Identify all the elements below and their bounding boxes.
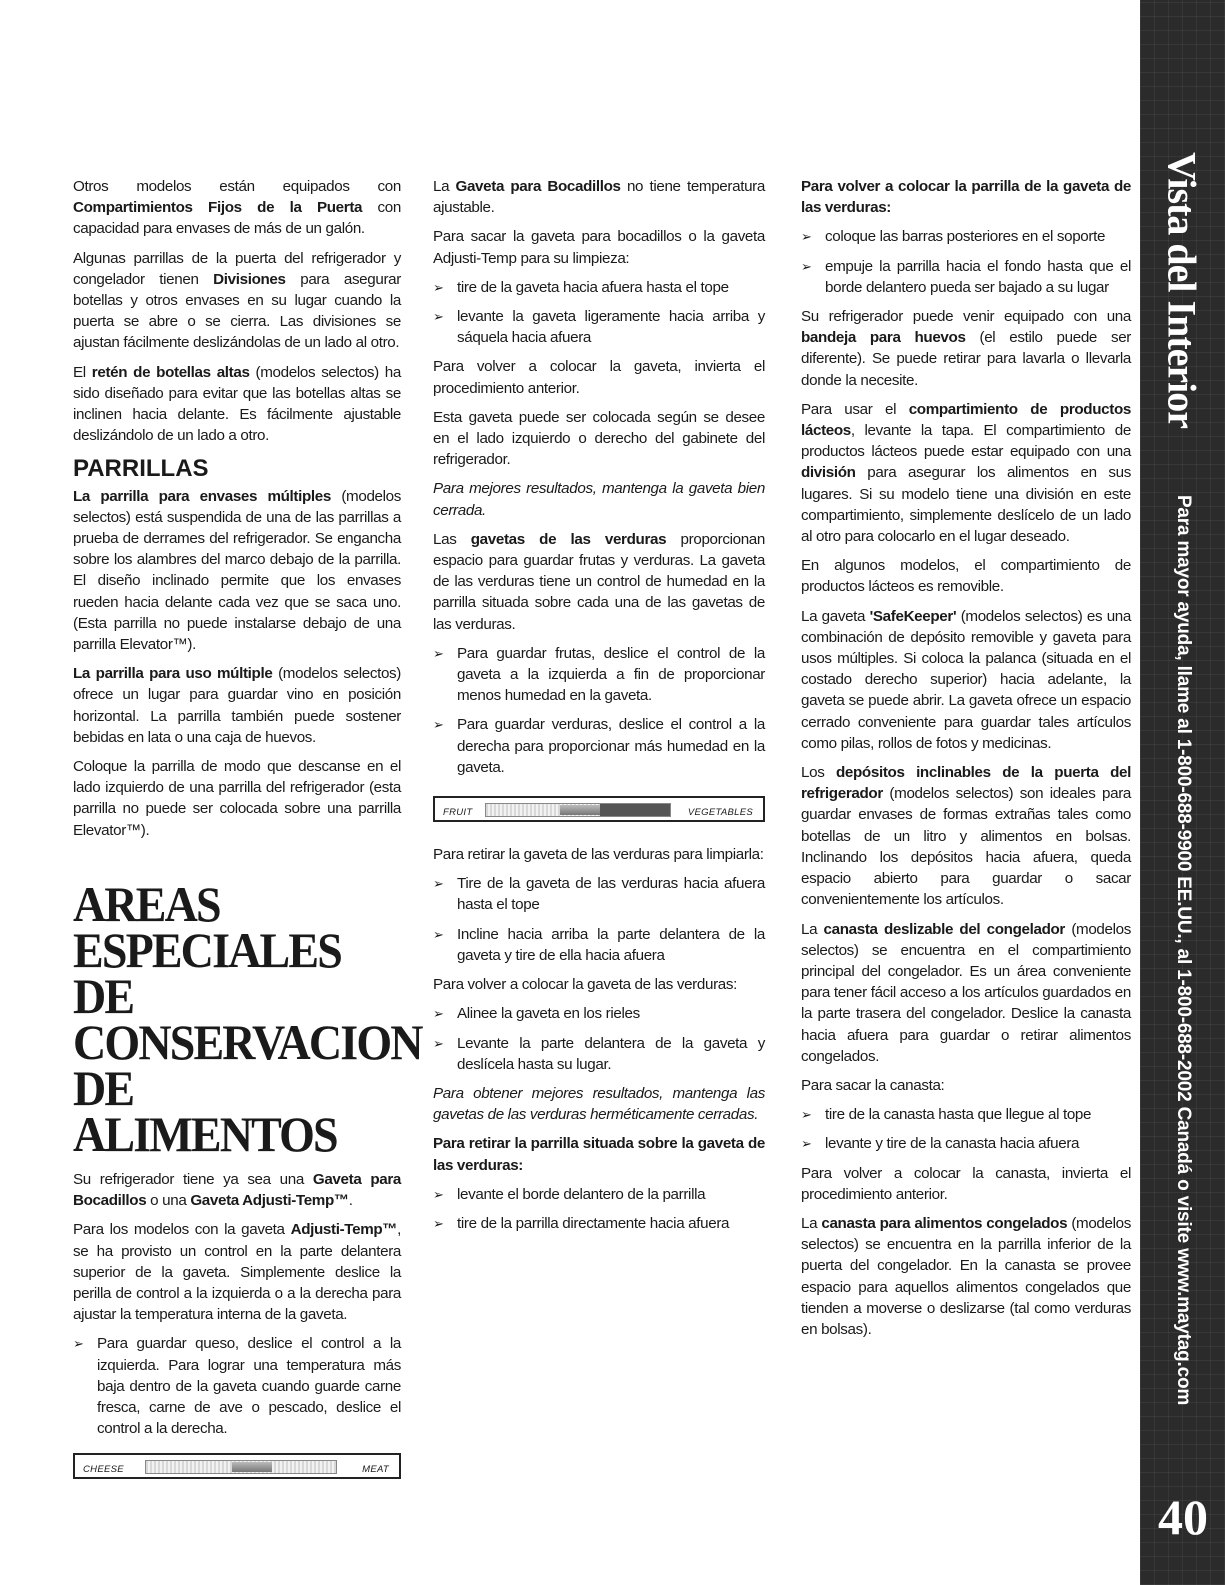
- bullet-item: ➢ coloque las barras posteriores en el soporte: [801, 226, 1131, 247]
- bullet-item: ➢ Para guardar verduras, deslice el control a la derecha para proporcionar más humedad en la gaveta.: [433, 714, 765, 778]
- paragraph: La parrilla para envases múltiples (modelos selectos) está suspendida de una de las parrillas a prueba de derrames del refrigerador. Se engancha sobre los alambres del marco debajo de la parrilla. El diseño inclinado permite que los envases rueden hacia delante cada vez que se saca uno. (Esta parrilla no puede instalarse debajo de una parrilla Elevator™).: [73, 487, 401, 654]
- bullet-item: ➢ Tire de la gaveta de las verduras hacia afuera hasta el tope: [433, 873, 765, 915]
- sidebar-section-title: Vista del Interior: [1159, 151, 1205, 429]
- paragraph: La parrilla para uso múltiple (modelos selectos) ofrece un lugar para guardar vino en posición horizontal. La parrilla también puede sostener bebidas en lata o una caja de huevos.: [73, 665, 401, 746]
- paragraph: Para volver a colocar la gaveta de las verduras:: [433, 976, 737, 994]
- paragraph: Coloque la parrilla de modo que descanse en el lado izquierdo de una parrilla del refrigerador (esta parrilla no puede ser colocada sobre una parrilla Elevator™).: [73, 758, 401, 839]
- paragraph: La canasta para alimentos congelados (modelos selectos) se encuentra en la parrilla inferior de la puerta del congelador. En la canasta se provee espacio para aquellos alimentos congelados que tienden a moverse o deslizarse (tal como verduras en bolsas).: [801, 1214, 1131, 1338]
- paragraph: El retén de botellas altas (modelos selectos) ha sido diseñado para evitar que las botellas altas se inclinen hacia delante. Es fácilmente ajustable deslizándolo de un lado a otro.: [73, 363, 401, 445]
- slider-left-label: FRUIT: [443, 807, 473, 819]
- paragraph: Para sacar la canasta:: [801, 1076, 945, 1094]
- paragraph: La canasta deslizable del congelador (modelos selectos) se encuentra en el compartimiento principal del congelador. Es un área conveniente para tener fácil acceso a los artículos guardados en la parte trasera del congelador. Deslice la canasta hacia afuera para guardar o retirar alimentos congelados.: [801, 920, 1131, 1065]
- paragraph: Para volver a colocar la canasta, invierta el procedimiento anterior.: [801, 1164, 1131, 1203]
- paragraph: Los depósitos inclinables de la puerta del refrigerador (modelos selectos) son ideales para guardar envases de formas extrañas tales como botellas de un litro y alimentos en bolsas. Inclinando los depósitos hacia afuera, queda espacio abierto para guardar o sacar convenientemente los artículos.: [801, 764, 1131, 909]
- slider-knob: [232, 1462, 272, 1472]
- column-3: [801, 176, 1131, 1348]
- bullet-item: ➢ levante y tire de la canasta hacia afuera: [801, 1133, 1131, 1154]
- paragraph: Las gavetas de las verduras proporcionan espacio para guardar frutas y verduras. La gaveta de las verduras tiene un control de humedad en la parrilla situada sobre cada una de las gavetas de las verduras.: [433, 530, 765, 633]
- paragraph: Su refrigerador puede venir equipado con una bandeja para huevos (el estilo puede ser diferente). Se puede retirar para lavarla o llevarla donde la necesite.: [801, 308, 1131, 389]
- paragraph: Esta gaveta puede ser colocada según se desee en el lado izquierdo o derecho del gabinete del refrigerador.: [433, 408, 765, 469]
- bullet-item: ➢ levante la gaveta ligeramente hacia arriba y sáquela hacia afuera: [433, 306, 765, 348]
- paragraph: Para los modelos con la gaveta Adjusti-Temp™, se ha provisto un control en la parte delantera superior de la gaveta. Simplemente deslice la perilla de control a la izquierda o a la derecha para ajustar la temperatura interna de la gaveta.: [73, 1221, 401, 1324]
- cheese-meat-control-illustration: [73, 1453, 401, 1479]
- paragraph: En algunos modelos, el compartimiento de productos lácteos es removible.: [801, 557, 1131, 596]
- fruit-vegetables-control-illustration: [433, 796, 765, 822]
- section-heading-areas-especiales: AREAS ESPECIALES DE CONSERVACION DE ALIMENTOS: [73, 875, 422, 1162]
- bullet-item: ➢ Alinee la gaveta en los rieles: [433, 1003, 765, 1024]
- bullet-item: ➢ levante el borde delantero de la parrilla: [433, 1184, 765, 1205]
- bullet-item: ➢ tire de la canasta hasta que llegue al tope: [801, 1104, 1131, 1125]
- slider-right-label: VEGETABLES: [687, 807, 753, 819]
- section-heading-parrillas: PARRILLAS: [73, 455, 209, 483]
- column-1: [73, 176, 422, 1495]
- bullet-item: ➢ Para guardar queso, deslice el control a la izquierda. Para lograr una temperatura más baja dentro de la gaveta cuando guarde carne fresca, carne de ave o pescado, deslice el control a la derecha.: [73, 1333, 401, 1439]
- slider-dark-zone: [600, 804, 670, 816]
- slider-right-label: MEAT: [362, 1464, 389, 1476]
- paragraph: Su refrigerador tiene ya sea una Gaveta para Bocadillos o una Gaveta Adjusti-Temp™.: [73, 1170, 402, 1210]
- bullet-item: ➢ tire de la parrilla directamente hacia afuera: [433, 1213, 765, 1234]
- paragraph: La Gaveta para Bocadillos no tiene temperatura ajustable.: [433, 178, 765, 217]
- paragraph: Para volver a colocar la gaveta, invierta el procedimiento anterior.: [433, 358, 765, 397]
- bullet-item: ➢ Incline hacia arriba la parte delantera de la gaveta y tire de ella hacia afuera: [433, 924, 765, 966]
- paragraph: Para retirar la parrilla situada sobre la gaveta de las verduras:: [433, 1135, 765, 1174]
- paragraph: Para retirar la gaveta de las verduras para limpiarla:: [433, 846, 764, 864]
- slider-knob: [560, 805, 600, 815]
- slider-left-label: CHEESE: [83, 1464, 124, 1476]
- paragraph: Algunas parrillas de la puerta del refrigerador y congelador tienen Divisiones para asegurar botellas y otros envases en su lugar cuando la puerta se abre o se cierra. Las divisiones se ajustan fácilmente deslizándolas de un lado al otro.: [73, 249, 401, 352]
- slider-track: [485, 803, 671, 817]
- paragraph: La gaveta 'SafeKeeper' (modelos selectos) es una combinación de depósito removible y gaveta para usos múltiples. Si coloca la palanca (situada en el costado derecho superior) hacia adelante, la gaveta se puede abrir. La gaveta ofrece un espacio cerrado conveniente para guardar tales artículos como pilas, rollos de fotos y medicinas.: [801, 607, 1131, 752]
- paragraph: Para obtener mejores resultados, mantenga las gavetas de las verduras herméticamente cerradas.: [433, 1084, 765, 1124]
- paragraph: Para usar el compartimiento de productos lácteos, levante la tapa. El compartimiento de productos lácteos puede estar equipado con una división para asegurar los alimentos en sus lugares. Si su modelo tiene una división en este compartimiento, simplemente deslícelo de un lado al otro para colocarlo en el lugar deseado.: [801, 400, 1131, 546]
- page-number: 40: [1158, 1489, 1208, 1545]
- paragraph: Otros modelos están equipados con Compartimientos Fijos de la Puerta con capacidad para envases de más de un galón.: [73, 178, 401, 238]
- sidebar-help-text: Para mayor ayuda, llame al 1-800-688-9900 EE.UU., al 1-800-688-2002 Canadá o visite www.maytag.com: [1173, 494, 1194, 1406]
- paragraph: Para mejores resultados, mantenga la gaveta bien cerrada.: [433, 480, 765, 519]
- paragraph: Para volver a colocar la parrilla de la gaveta de las verduras:: [801, 178, 1131, 217]
- column-2: [433, 176, 765, 1242]
- paragraph: Para sacar la gaveta para bocadillos o la gaveta Adjusti-Temp para su limpieza:: [433, 228, 765, 267]
- bullet-item: ➢ Para guardar frutas, deslice el control de la gaveta a la izquierda a fin de proporcionar menos humedad en la gaveta.: [433, 643, 765, 707]
- slider-track: [145, 1460, 337, 1474]
- bullet-item: ➢ empuje la parrilla hacia el fondo hasta que el borde delantero pueda ser bajado a su lugar: [801, 256, 1131, 298]
- bullet-item: ➢ tire de la gaveta hacia afuera hasta el tope: [433, 277, 765, 298]
- bullet-item: ➢ Levante la parte delantera de la gaveta y deslícela hasta su lugar.: [433, 1033, 765, 1075]
